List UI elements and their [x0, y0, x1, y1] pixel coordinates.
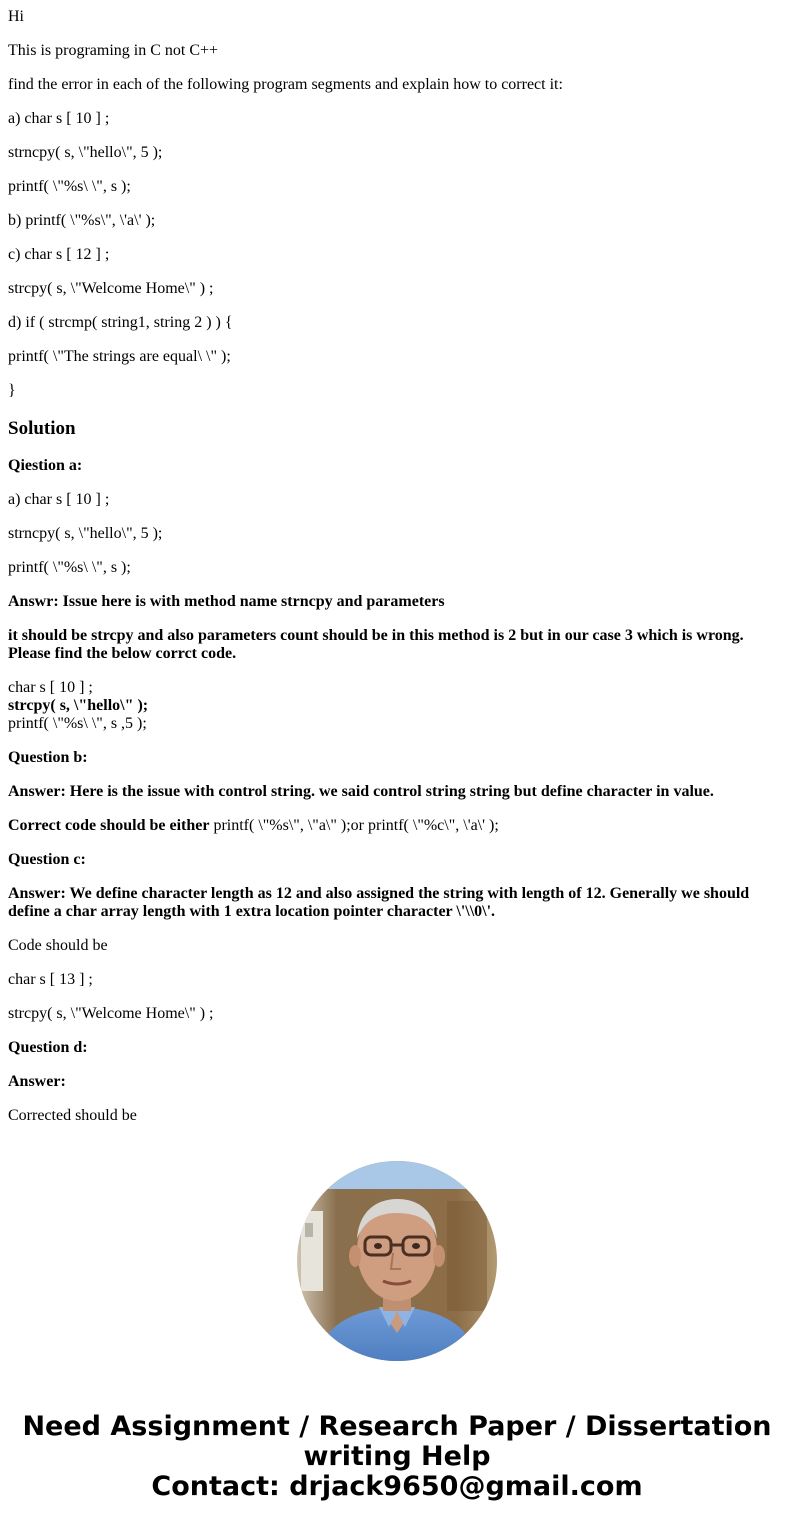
answer-a-1-text: Answr: Issue here is with method name strncpy and parameters [8, 593, 445, 610]
greeting: Hi [8, 8, 24, 25]
footer-contact: Contact: drjack9650@gmail.com [151, 1471, 643, 1502]
question-d-heading [8, 1039, 786, 1057]
question-b-heading-text: Question b: [8, 749, 88, 766]
answer-d-text: Answer: [8, 1073, 66, 1090]
question-a-line-3: printf( \"%s\ \", s ); [8, 178, 131, 195]
question-d-line-2: printf( \"The strings are equal\ \" ); [8, 348, 231, 365]
correct-code-b-label: Correct code should be either [8, 817, 210, 834]
question-a-line-1: a) char s [ 10 ] ; [8, 110, 110, 127]
question-c-heading [8, 851, 786, 869]
author-photo [297, 1161, 497, 1361]
question-d-heading-text: Question d: [8, 1039, 88, 1056]
question-b-line-1: b) printf( \"%s\", \'a\' ); [8, 212, 156, 229]
answer-c [8, 885, 786, 921]
code-a-line-2-text: strcpy( s, \"hello\" ); [8, 697, 149, 714]
question-d-line-3: } [8, 382, 16, 399]
question-c-heading-text: Question c: [8, 851, 86, 868]
answer-a-1 [8, 593, 786, 611]
document-body [0, 8, 794, 1125]
footer-line-2: writing Help [303, 1441, 491, 1472]
corrected-code-a [8, 679, 786, 733]
author-photo-illustration [297, 1161, 497, 1361]
question-a-line-2: strncpy( s, \"hello\", 5 ); [8, 144, 163, 161]
correct-code-b-code: printf( \"%s\", \"a\" );or printf( \"%c\", \'a\' ); [209, 817, 499, 834]
question-a-heading-text: Qiestion a: [8, 457, 83, 474]
question-c-line-2: strcpy( s, \"Welcome Home\" ) ; [8, 280, 214, 297]
code-c-line-1: char s [ 13 ] ; [8, 971, 93, 988]
solution-heading: Solution [8, 418, 76, 439]
footer-line-1: Need Assignment / Research Paper / Dissertation [22, 1411, 772, 1442]
question-instruction: find the error in each of the following program segments and explain how to correct it: [8, 76, 563, 93]
answer-d [8, 1073, 786, 1091]
correct-code-b [8, 817, 786, 835]
answer-d-text-line: Corrected should be [8, 1107, 137, 1124]
question-c-line-1: c) char s [ 12 ] ; [8, 246, 110, 263]
solution-a-line-2: strncpy( s, \"hello\", 5 ); [8, 525, 163, 542]
answer-c-text: Answer: We define character length as 12 and also assigned the string with length of 12. Generally we should define a char array length with 1 extra location pointer character \'\\0\'. [8, 885, 750, 920]
solution-a-line-3: printf( \"%s\ \", s ); [8, 559, 131, 576]
answer-b [8, 783, 786, 801]
code-a-line-1: char s [ 10 ] ; [8, 679, 93, 696]
solution-a-line-1: a) char s [ 10 ] ; [8, 491, 110, 508]
question-note: This is programing in C not C++ [8, 42, 219, 59]
code-c-line-2: strcpy( s, \"Welcome Home\" ) ; [8, 1005, 214, 1022]
answer-a-2 [8, 627, 786, 663]
answer-a-2-text: it should be strcpy and also parameters count should be in this method is 2 but in our case 3 which is wrong. Please find the below corrct code. [8, 627, 744, 662]
footer-banner [0, 1412, 794, 1502]
question-d-line-1: d) if ( strcmp( string1, string 2 ) ) { [8, 314, 233, 331]
code-a-line-2 [8, 697, 786, 715]
answer-b-text: Answer: Here is the issue with control string. we said control string string but define character in value. [8, 783, 714, 800]
question-b-heading [8, 749, 786, 767]
code-c-label: Code should be [8, 937, 108, 954]
question-a-heading [8, 457, 786, 475]
code-a-line-3: printf( \"%s\ \", s ,5 ); [8, 715, 147, 732]
